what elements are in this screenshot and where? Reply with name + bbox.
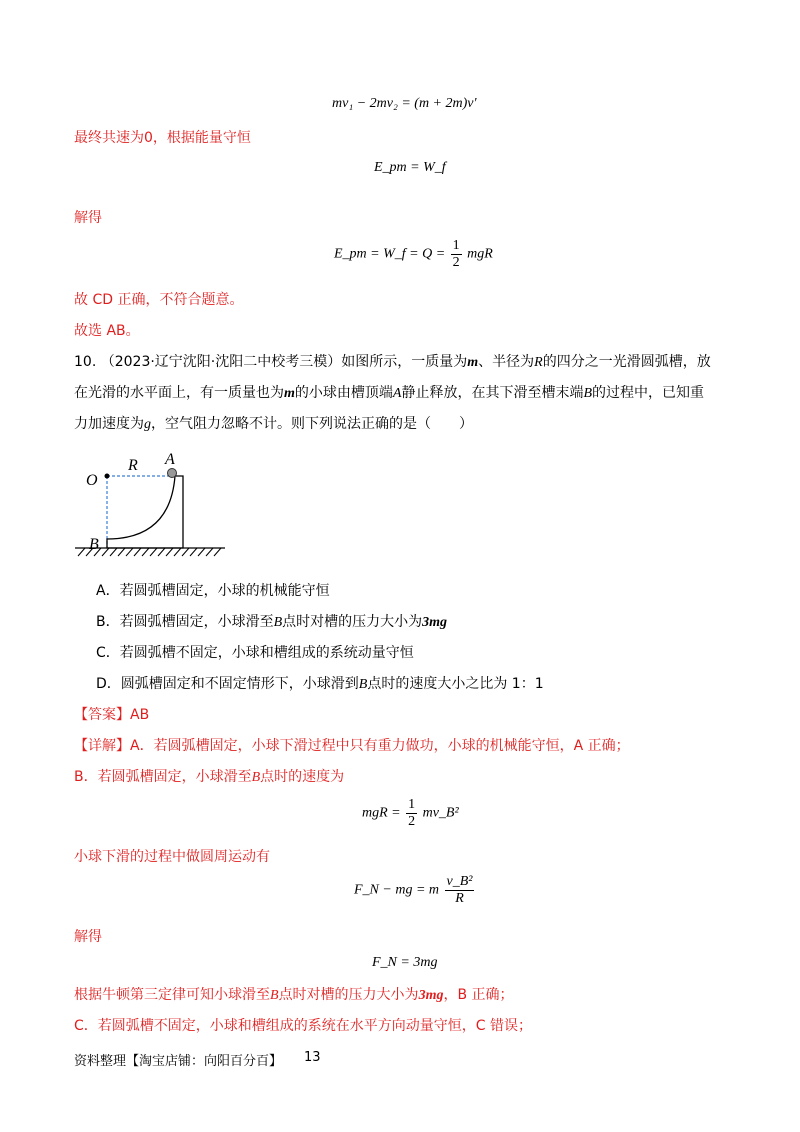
option-a: A．若圆弧槽固定，小球的机械能守恒 — [96, 583, 330, 599]
detail-c: C．若圆弧槽不固定，小球和槽组成的系统在水平方向动量守恒，C 错误； — [74, 1018, 532, 1034]
detail-b-var: B — [251, 770, 261, 785]
option-b — [96, 612, 447, 633]
detail-tag: 【详解】 — [74, 738, 130, 754]
q-var-m: m — [284, 386, 295, 401]
q-text: ，空气阻力忽略不计。则下列说法正确的是（ ） — [151, 416, 473, 432]
label-R: R — [128, 457, 138, 474]
opt-b-text: B．若圆弧槽固定，小球滑至 — [96, 614, 274, 630]
equation-heat — [334, 238, 493, 271]
option-c: C．若圆弧槽不固定，小球和槽组成的系统动量守恒 — [96, 645, 414, 661]
q-var-R: R — [534, 355, 543, 370]
detail-a — [74, 736, 630, 756]
opt-b-value: 3mg — [422, 615, 448, 630]
option-d — [96, 674, 544, 695]
q-text: 的小球由槽顶端 — [294, 385, 393, 401]
label-B: B — [89, 536, 99, 553]
text-solve-1: 解得 — [74, 210, 102, 226]
eq4-left: mgR = — [362, 805, 401, 821]
q-text: 、半径为 — [478, 354, 535, 370]
ball — [168, 469, 177, 478]
eq4-den: 2 — [408, 814, 416, 829]
question-number: 10. — [74, 354, 97, 370]
eq5-fraction — [445, 874, 475, 907]
eq4-right: mv_B² — [422, 805, 459, 821]
eq4-num: 1 — [408, 797, 416, 812]
newton-text: ，B 正确； — [443, 987, 514, 1003]
eq5-left: F_N − mg = m — [354, 882, 440, 898]
question-line-3 — [74, 414, 473, 435]
text-newton-third — [74, 985, 514, 1006]
detail-b — [74, 767, 344, 788]
eq5-num: v_B² — [446, 874, 473, 889]
q-text: 力加速度为 — [74, 416, 144, 432]
newton-text: 根据牛顿第三定律可知小球滑至 — [74, 987, 270, 1003]
label-O: O — [86, 472, 98, 489]
q-text: 的过程中，已知重 — [592, 385, 705, 401]
page-number: 13 — [304, 1050, 321, 1065]
eq3-num: 1 — [452, 238, 460, 253]
newton-var: B — [270, 988, 279, 1003]
q-var-g: g — [144, 417, 151, 432]
opt-d-text: D．圆弧槽固定和不固定情形下，小球滑到 — [96, 676, 359, 692]
q-text: 的四分之一光滑圆弧槽，放 — [542, 354, 711, 370]
groove-body — [107, 476, 183, 548]
eq3-den: 2 — [452, 255, 460, 270]
eq3-fraction — [451, 238, 462, 271]
center-point — [105, 474, 110, 479]
text-cd-correct: 故 CD 正确，不符合题意。 — [74, 292, 244, 308]
opt-d-text: 点时的速度大小之比为 1：1 — [367, 676, 544, 692]
opt-d-var: B — [358, 677, 368, 692]
detail-b-text: B．若圆弧槽固定，小球滑至 — [74, 769, 252, 785]
text-final-velocity: 最终共速为0，根据能量守恒 — [74, 130, 251, 146]
q-var-B: B — [583, 386, 593, 401]
label-A: A — [165, 451, 175, 468]
text-choose-ab: 故选 AB。 — [74, 323, 140, 339]
equation-normal-force: F_N = 3mg — [372, 955, 438, 970]
newton-value: 3mg — [418, 988, 444, 1003]
eq3-right: mgR — [467, 246, 493, 262]
arc-groove-diagram — [70, 448, 230, 564]
opt-b-text: 点时对槽的压力大小为 — [282, 614, 423, 630]
equation-kinetic — [362, 797, 459, 830]
q-var-A: A — [392, 386, 402, 401]
text-circular-motion: 小球下滑的过程中做圆周运动有 — [74, 849, 270, 865]
ground-hatching — [78, 548, 221, 556]
detail-a-text: A．若圆弧槽固定，小球下滑过程中只有重力做功，小球的机械能守恒，A 正确； — [130, 738, 630, 754]
q-var-m: m — [467, 355, 479, 370]
newton-text: 点时对槽的压力大小为 — [278, 987, 419, 1003]
q-text: 如图所示，一质量为 — [341, 354, 468, 370]
equation-energy: E_pm = W_f — [374, 160, 446, 175]
eq5-den: R — [455, 891, 464, 906]
equation-centripetal — [354, 874, 476, 907]
q-text: 在光滑的水平面上，有一质量也为 — [74, 385, 284, 401]
eq4-fraction — [406, 797, 417, 830]
answer-label: 【答案】AB — [74, 707, 150, 723]
question-line-1 — [74, 352, 711, 373]
question-line-2 — [74, 383, 704, 404]
text-solve-2: 解得 — [74, 929, 102, 945]
equation-momentum: mv₁ − 2mv₂ = (m + 2m)v' — [332, 96, 477, 111]
eq3-left: E_pm = W_f = Q = — [334, 246, 446, 262]
footer-source: 资料整理【淘宝店铺：向阳百分百】 — [74, 1054, 283, 1069]
opt-b-var: B — [273, 615, 283, 630]
detail-b-text: 点时的速度为 — [260, 769, 345, 785]
q-text: 静止释放，在其下滑至槽末端 — [401, 385, 584, 401]
question-source: （2023·辽宁沈阳·沈阳二中校考三模） — [100, 354, 342, 370]
